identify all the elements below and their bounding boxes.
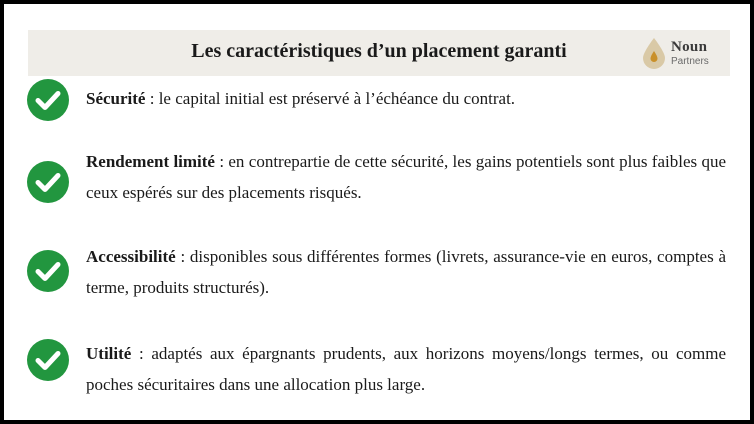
noun-partners-logo — [641, 34, 727, 72]
check-circle-icon — [26, 338, 70, 382]
item-description: : adaptés aux épargnants prudents, aux horizons moyens/longs termes, ou comme poches sécuritaires dans une allocation plus large. — [86, 344, 726, 394]
slide-title: Les caractéristiques d’un placement garanti — [191, 40, 567, 62]
check-circle-icon — [26, 78, 70, 122]
item-term: Rendement limité — [86, 152, 215, 171]
drop-icon — [641, 37, 667, 69]
item-term: Accessibilité — [86, 247, 176, 266]
slide — [4, 4, 750, 420]
item-paragraph — [86, 338, 726, 400]
item-description: : en contrepartie de cette sécurité, les gains potentiels sont plus faibles que ceux espérés sur des placements risqués. — [86, 152, 726, 202]
item-term: Utilité — [86, 344, 132, 363]
check-circle-icon — [26, 249, 70, 293]
logo-text-partners: Partners — [671, 56, 709, 67]
item-description: : le capital initial est préservé à l’échéance du contrat. — [145, 89, 516, 108]
item-description: : disponibles sous différentes formes (livrets, assurance-vie en euros, comptes à terme, produits structurés). — [86, 247, 726, 297]
check-circle-icon — [26, 160, 70, 204]
title-bar — [28, 30, 730, 76]
item-paragraph — [86, 146, 726, 208]
item-paragraph — [86, 83, 726, 114]
logo-text-noun: Noun — [671, 39, 708, 55]
item-term: Sécurité — [86, 89, 146, 108]
item-paragraph — [86, 241, 726, 303]
